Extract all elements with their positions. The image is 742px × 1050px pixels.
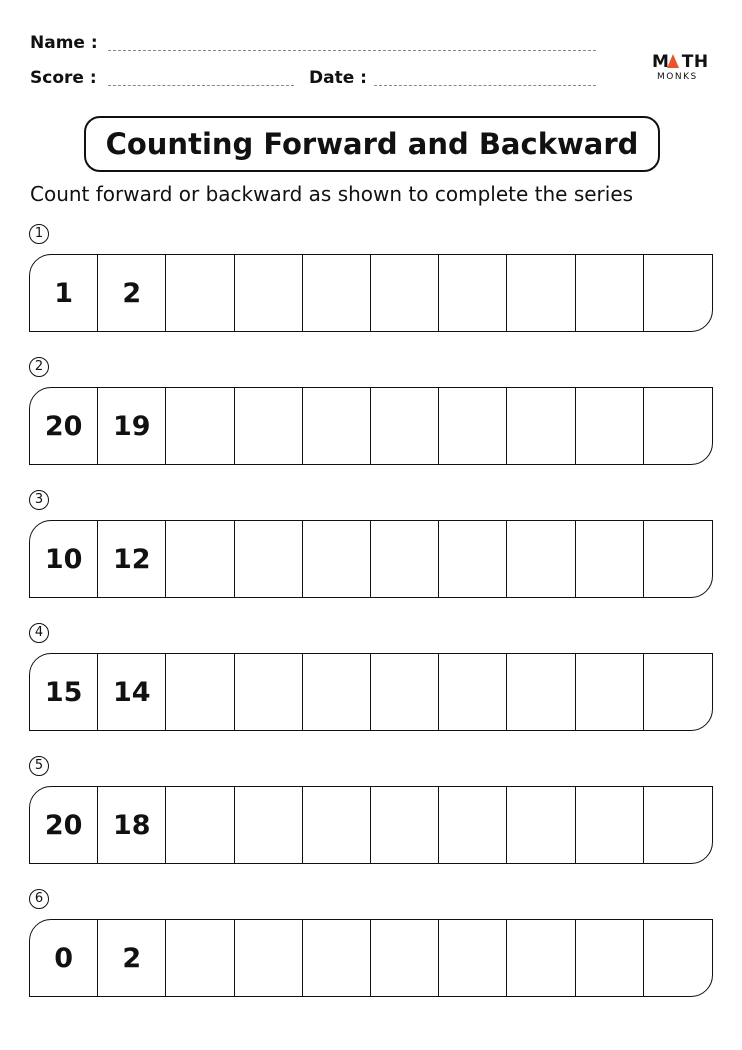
series-row	[29, 254, 713, 332]
answer-cell[interactable]	[371, 255, 439, 331]
problem-number: 6	[29, 889, 49, 909]
title-box	[84, 116, 660, 172]
problem-3	[29, 490, 713, 600]
name-field[interactable]	[108, 50, 596, 51]
given-number-cell: 20	[30, 388, 98, 464]
logo-triangle-icon	[667, 54, 679, 68]
answer-cell[interactable]	[166, 388, 234, 464]
name-label: Name :	[30, 33, 98, 53]
problem-2	[29, 357, 713, 467]
answer-cell[interactable]	[166, 920, 234, 996]
given-number-cell: 14	[98, 654, 166, 730]
answer-cell[interactable]	[644, 787, 712, 863]
given-number-cell: 15	[30, 654, 98, 730]
answer-cell[interactable]	[303, 787, 371, 863]
answer-cell[interactable]	[507, 521, 575, 597]
answer-cell[interactable]	[235, 255, 303, 331]
answer-cell[interactable]	[371, 920, 439, 996]
answer-cell[interactable]	[166, 654, 234, 730]
given-number-cell: 2	[98, 255, 166, 331]
series-row	[29, 786, 713, 864]
given-number-cell: 0	[30, 920, 98, 996]
answer-cell[interactable]	[439, 388, 507, 464]
answer-cell[interactable]	[507, 388, 575, 464]
date-label: Date :	[309, 68, 367, 88]
given-number-cell: 12	[98, 521, 166, 597]
answer-cell[interactable]	[507, 255, 575, 331]
answer-cell[interactable]	[371, 521, 439, 597]
answer-cell[interactable]	[644, 521, 712, 597]
given-number-cell: 1	[30, 255, 98, 331]
answer-cell[interactable]	[371, 388, 439, 464]
given-number-cell: 19	[98, 388, 166, 464]
answer-cell[interactable]	[303, 920, 371, 996]
score-label: Score :	[30, 68, 97, 88]
series-row	[29, 520, 713, 598]
problem-number: 2	[29, 357, 49, 377]
given-number-cell: 18	[98, 787, 166, 863]
answer-cell[interactable]	[439, 521, 507, 597]
answer-cell[interactable]	[644, 255, 712, 331]
score-field[interactable]	[108, 85, 294, 86]
given-number-cell: 20	[30, 787, 98, 863]
answer-cell[interactable]	[576, 654, 644, 730]
instructions: Count forward or backward as shown to complete the series	[30, 182, 634, 206]
answer-cell[interactable]	[439, 255, 507, 331]
answer-cell[interactable]	[644, 654, 712, 730]
answer-cell[interactable]	[439, 920, 507, 996]
math-monks-logo	[652, 52, 718, 86]
answer-cell[interactable]	[235, 388, 303, 464]
answer-cell[interactable]	[166, 255, 234, 331]
problem-1	[29, 224, 713, 334]
page-title: Counting Forward and Backward	[105, 127, 639, 161]
answer-cell[interactable]	[235, 920, 303, 996]
series-row	[29, 653, 713, 731]
answer-cell[interactable]	[371, 787, 439, 863]
given-number-cell: 10	[30, 521, 98, 597]
answer-cell[interactable]	[439, 654, 507, 730]
answer-cell[interactable]	[303, 388, 371, 464]
problem-number: 5	[29, 756, 49, 776]
answer-cell[interactable]	[166, 521, 234, 597]
problem-number: 1	[29, 224, 49, 244]
problem-4	[29, 623, 713, 733]
answer-cell[interactable]	[371, 654, 439, 730]
answer-cell[interactable]	[644, 920, 712, 996]
answer-cell[interactable]	[507, 654, 575, 730]
series-row	[29, 387, 713, 465]
logo-wordmark: M TH	[652, 52, 709, 72]
answer-cell[interactable]	[644, 388, 712, 464]
problem-number: 3	[29, 490, 49, 510]
answer-cell[interactable]	[576, 920, 644, 996]
answer-cell[interactable]	[576, 388, 644, 464]
answer-cell[interactable]	[303, 255, 371, 331]
answer-cell[interactable]	[576, 787, 644, 863]
answer-cell[interactable]	[235, 521, 303, 597]
answer-cell[interactable]	[507, 920, 575, 996]
answer-cell[interactable]	[303, 521, 371, 597]
answer-cell[interactable]	[166, 787, 234, 863]
problem-6	[29, 889, 713, 999]
problem-number: 4	[29, 623, 49, 643]
answer-cell[interactable]	[235, 654, 303, 730]
logo-subtext: MONKS	[657, 72, 698, 82]
date-field[interactable]	[374, 85, 596, 86]
answer-cell[interactable]	[235, 787, 303, 863]
answer-cell[interactable]	[576, 521, 644, 597]
given-number-cell: 2	[98, 920, 166, 996]
series-row	[29, 919, 713, 997]
answer-cell[interactable]	[303, 654, 371, 730]
answer-cell[interactable]	[439, 787, 507, 863]
problem-5	[29, 756, 713, 866]
answer-cell[interactable]	[507, 787, 575, 863]
answer-cell[interactable]	[576, 255, 644, 331]
